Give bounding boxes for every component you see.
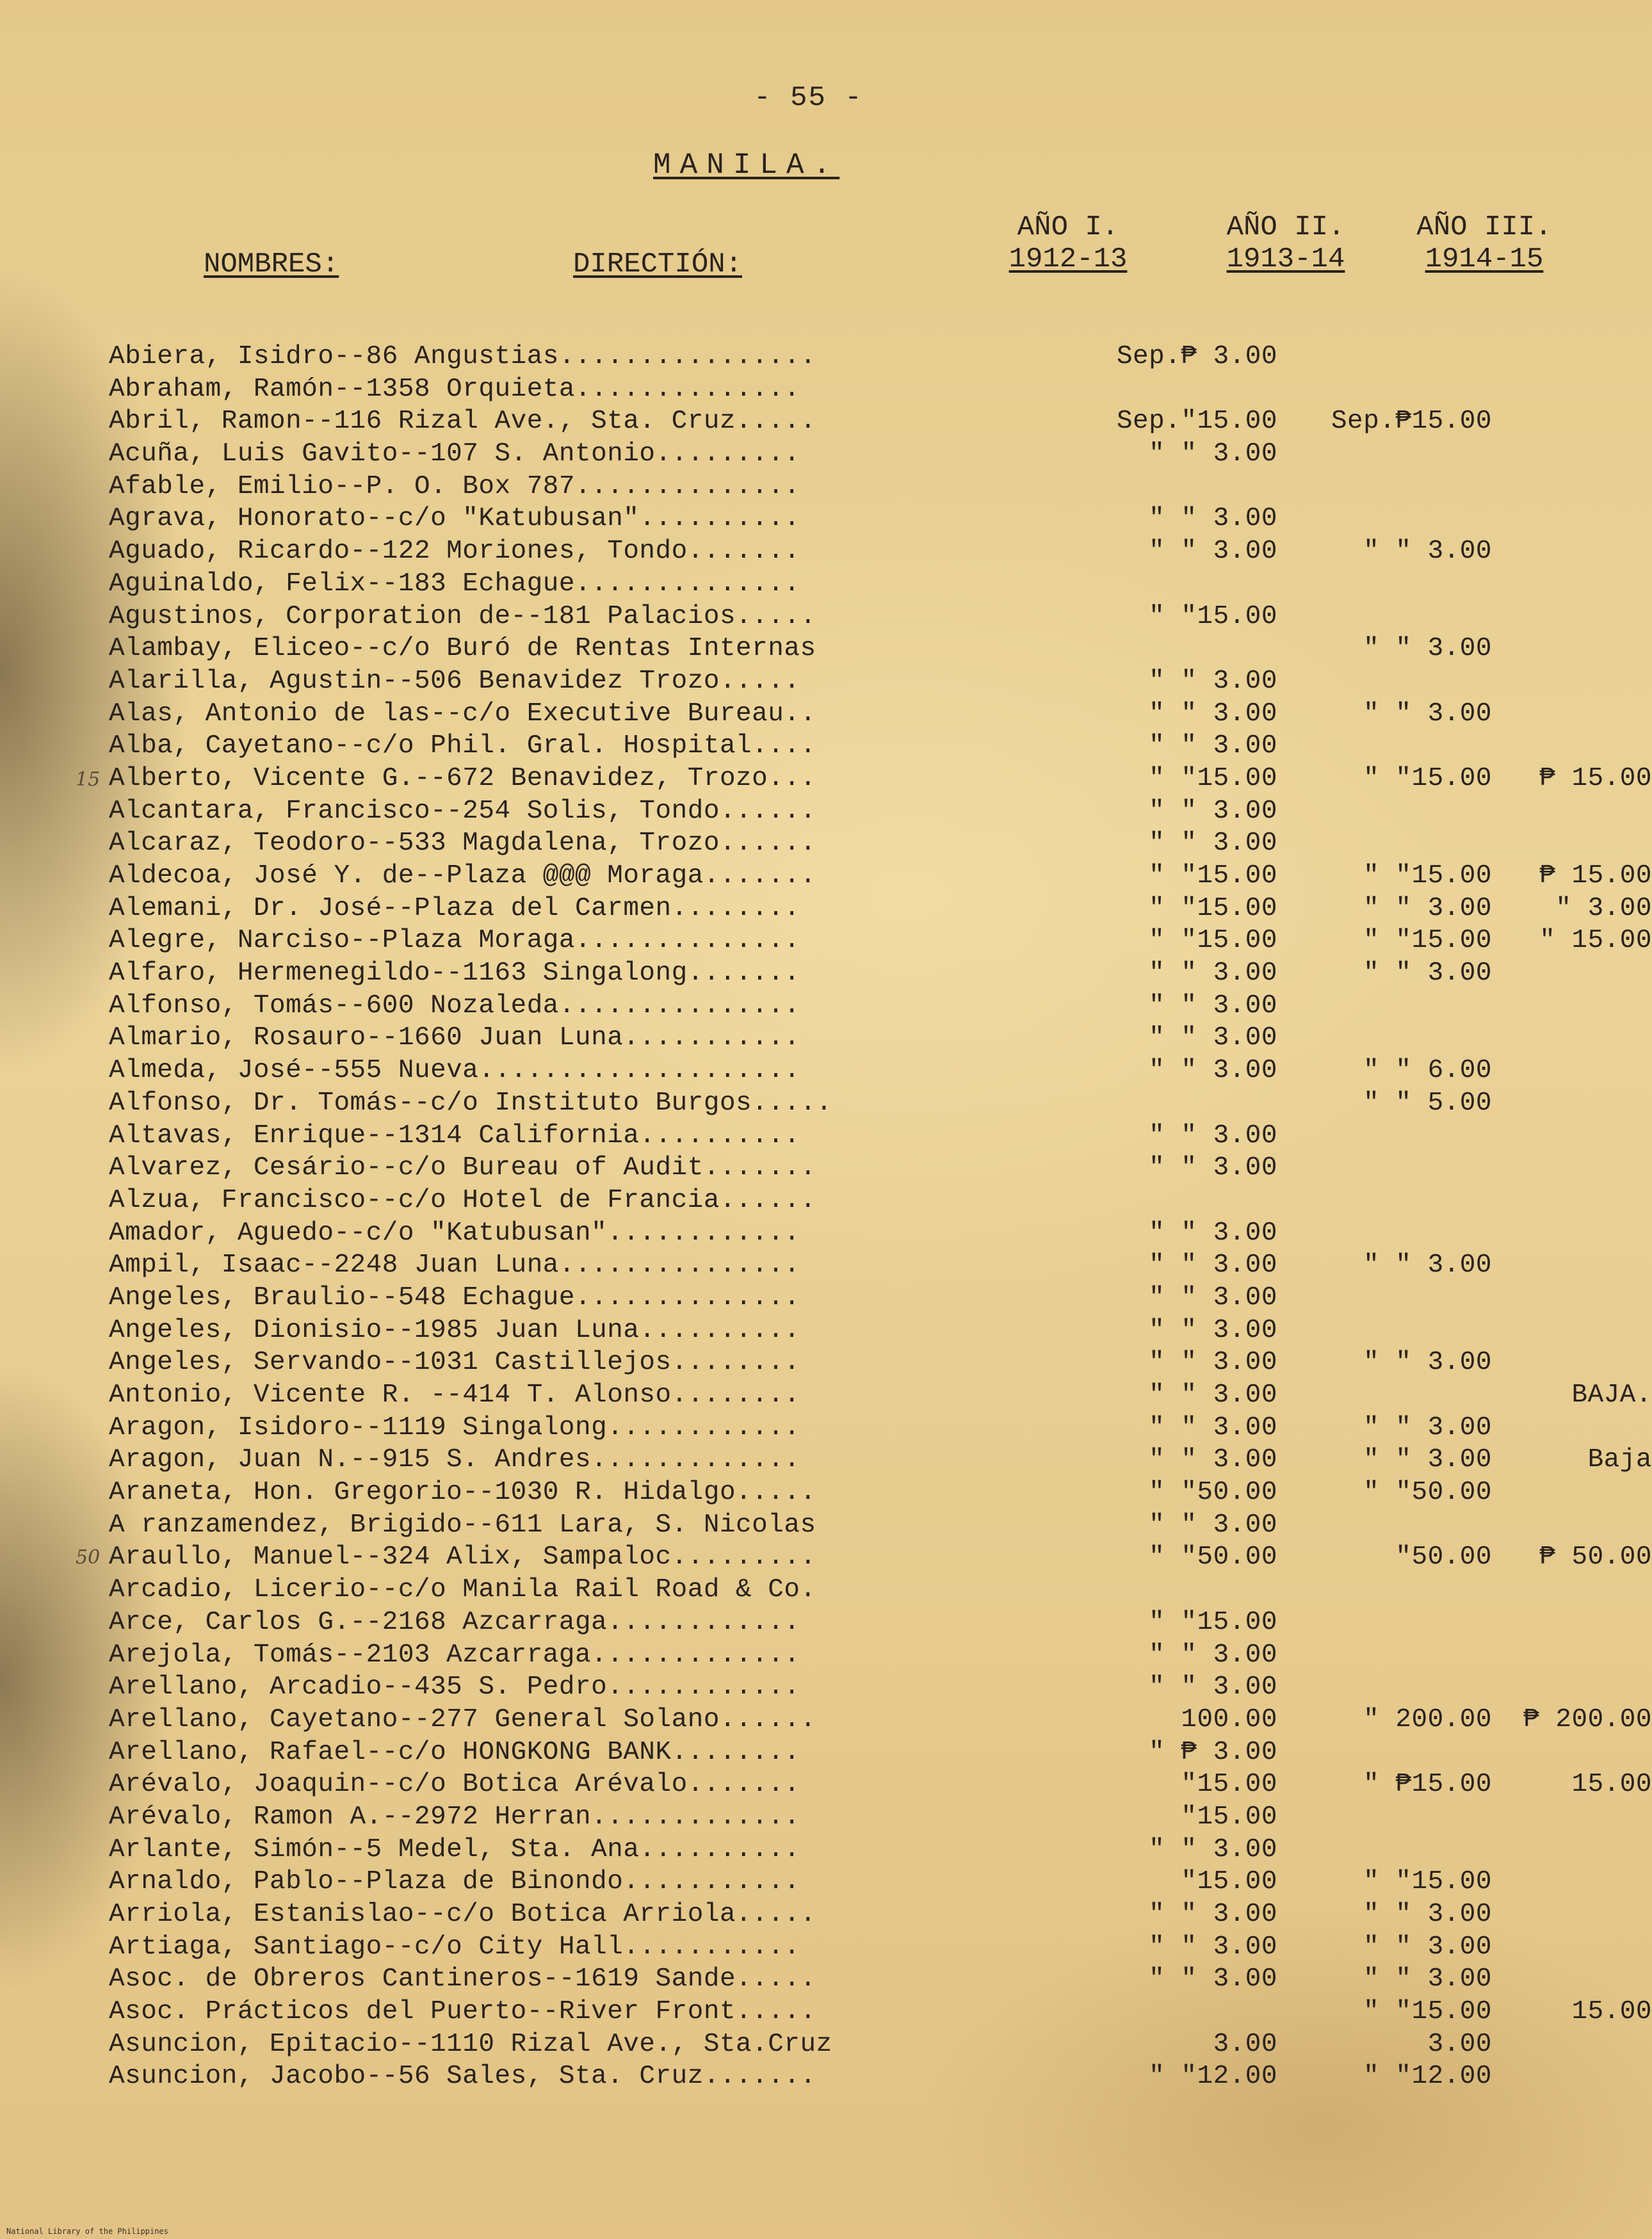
entry-text: Antonio, Vicente R. --414 T. Alonso........ [109,1380,800,1410]
amount-1914-15: 15.00 [1571,1770,1652,1800]
entry-text: Amador, Aguedo--c/o "Katubusan"............ [109,1218,800,1248]
list-item [109,568,1594,601]
amount-1912-13: " " 3.00 [1149,666,1277,696]
entry-text: Abiera, Isidro--86 Angustias................ [109,342,816,371]
list-item [109,1314,1594,1347]
amount-1912-13: " "15.00 [1149,1607,1277,1637]
list-item [109,1931,1594,1964]
amount-1913-14: " " 6.00 [1363,1056,1492,1086]
amount-1912-13: " "15.00 [1149,601,1277,631]
amount-1914-15: " 3.00 [1555,893,1652,923]
list-item [109,1184,1594,1217]
list-item [109,1282,1594,1314]
amount-1912-13: " " 3.00 [1149,1932,1277,1962]
amount-1914-15: ₱ 15.00 [1539,763,1652,793]
entry-text: Alegre, Narciso--Plaza Moraga.............. [109,926,800,956]
amount-1913-14: " " 3.00 [1363,1900,1492,1929]
amount-1913-14: " " 3.00 [1363,634,1492,664]
list-item [109,373,1594,406]
amount-1913-14: " "50.00 [1363,1478,1492,1508]
amount-1912-13: " " 3.00 [1149,796,1277,826]
amount-1912-13: " " 3.00 [1149,537,1277,567]
amount-1914-15: 15.00 [1571,1997,1652,2027]
amount-1912-13: " " 3.00 [1149,1640,1277,1670]
entry-text: Alas, Antonio de las--c/o Executive Bureau.. [109,699,816,729]
amount-1912-13: " " 3.00 [1149,504,1277,534]
entry-text: Arellano, Rafael--c/o HONGKONG BANK........ [109,1737,800,1767]
list-item [109,405,1594,438]
header-direccion: DIRECTIÓN: [573,248,743,280]
directory-list [109,341,1652,2093]
amount-1912-13: " " 3.00 [1149,1900,1277,1929]
entry-text: Almeda, José--555 Nueva.................... [109,1056,800,1086]
amount-1912-13: " " 3.00 [1149,1023,1277,1053]
entry-text: Arévalo, Ramon A.--2972 Herran............. [109,1802,800,1832]
list-item [109,860,1652,893]
entry-text: Arcadio, Licerio--c/o Manila Rail Road & Co. [109,1575,816,1605]
entry-text: Angeles, Dionisio--1985 Juan Luna.......... [109,1315,800,1345]
entry-text: Agrava, Honorato--c/o "Katubusan".......... [109,504,800,534]
page-number: - 55 - [754,82,863,114]
entry-text: Alfaro, Hermenegildo--1163 Singalong....... [109,958,800,989]
entry-text: Alba, Cayetano--c/o Phil. Gral. Hospital.... [109,731,816,761]
entry-text: Altavas, Enrique--1314 California.......... [109,1120,800,1151]
amount-1912-13: " " 3.00 [1149,1348,1277,1378]
list-item [109,438,1594,471]
amount-1913-14: " "15.00 [1363,1997,1492,2027]
list-item [109,341,1594,373]
amount-1914-15: BAJA. [1571,1380,1652,1410]
entry-text: Alberto, Vicente G.--672 Benavidez, Trozo... [109,763,816,793]
entry-text: Alambay, Eliceo--c/o Buró de Rentas Internas [109,634,816,664]
amount-1912-13: " " 3.00 [1149,731,1277,761]
amount-1912-13: "15.00 [1181,1770,1277,1800]
list-item [109,990,1594,1023]
list-item [109,1412,1594,1444]
list-item [109,1801,1594,1834]
amount-1912-13: " " 3.00 [1149,1153,1277,1183]
list-item [109,1866,1594,1898]
amount-1912-13: " "50.00 [1149,1478,1277,1508]
amount-1912-13: " "12.00 [1149,2062,1277,2092]
amount-1913-14: " " 3.00 [1363,1348,1492,1378]
amount-1913-14: " "12.00 [1363,2062,1492,2092]
amount-1912-13: " " 3.00 [1149,1380,1277,1410]
amount-1912-13: " " 3.00 [1149,1672,1277,1702]
amount-1913-14: " " 3.00 [1363,893,1492,923]
list-item [109,1898,1594,1931]
header-year-2-range: 1913-14 [1226,243,1345,275]
amount-1912-13: " " 3.00 [1149,1834,1277,1864]
margin-note-15: 15 [76,768,101,791]
amount-1912-13: " "15.00 [1149,861,1277,891]
list-item [109,1346,1594,1379]
list-item [109,1217,1594,1250]
amount-1912-13: 3.00 [1213,2029,1277,2059]
amount-1913-14: " "15.00 [1363,1867,1492,1897]
amount-1913-14: 3.00 [1427,2029,1492,2059]
entry-text: Alcantara, Francisco--254 Solis, Tondo...... [109,796,816,826]
amount-1912-13: " " 3.00 [1149,1218,1277,1248]
entry-text: Alcaraz, Teodoro--533 Magdalena, Trozo...... [109,829,816,859]
list-item [109,925,1652,957]
list-item [109,1768,1652,1801]
entry-text: Alfonso, Tomás--600 Nozaleda............... [109,990,800,1021]
list-item [109,1704,1652,1736]
list-item [109,763,1652,795]
list-item [109,1606,1594,1639]
header-year-3-label: AÑO III. [1416,211,1552,243]
entry-text: Arellano, Arcadio--435 S. Pedro............ [109,1672,800,1702]
header-year-3-range: 1914-15 [1425,243,1544,275]
header-nombres: NOMBRES: [204,248,339,280]
entry-text: Arlante, Simón--5 Medel, Sta. Ana.......... [109,1834,800,1864]
header-year-2 [1209,211,1363,275]
entry-text: Asoc. Prácticos del Puerto--River Front..... [109,1997,816,2027]
list-item [109,1152,1594,1184]
header-year-1-label: AÑO I. [1017,211,1119,243]
entry-text: Araullo, Manuel--324 Alix, Sampaloc......... [109,1542,816,1572]
amount-1912-13: Sep.₱ 3.00 [1116,342,1277,371]
amount-1913-14: " 200.00 [1363,1704,1492,1734]
list-item [109,698,1594,731]
amount-1913-14: " " 3.00 [1363,1932,1492,1962]
amount-1913-14: "50.00 [1395,1542,1492,1572]
entry-text: Alfonso, Dr. Tomás--c/o Instituto Burgos..... [109,1088,832,1118]
entry-text: Araneta, Hon. Gregorio--1030 R. Hidalgo..... [109,1478,816,1508]
entry-text: Ampil, Isaac--2248 Juan Luna............... [109,1250,800,1281]
margin-note-50: 50 [76,1546,101,1569]
entry-text: Asoc. de Obreros Cantineros--1619 Sande..... [109,1964,816,1994]
entry-text: Acuña, Luis Gavito--107 S. Antonio......... [109,439,800,469]
entry-text: Arce, Carlos G.--2168 Azcarraga............ [109,1607,800,1637]
amount-1912-13: " "15.00 [1149,893,1277,923]
list-item [109,633,1594,665]
amount-1912-13: " "15.00 [1149,763,1277,793]
list-item [109,1476,1594,1509]
footer-credit: National Library of the Philippines [6,2227,168,2236]
amount-1912-13: "15.00 [1181,1867,1277,1897]
header-year-2-label: AÑO II. [1226,211,1345,243]
amount-1913-14: " ₱15.00 [1363,1770,1492,1800]
amount-1913-14: " " 3.00 [1363,537,1492,567]
list-item [109,471,1594,503]
list-item [109,1379,1652,1412]
entry-text: Aragon, Juan N.--915 S. Andres............. [109,1445,800,1475]
entry-text: Alzua, Francisco--c/o Hotel de Francia...... [109,1185,816,1215]
amount-1914-15: Baja [1587,1445,1652,1475]
amount-1912-13: " " 3.00 [1149,1412,1277,1443]
amount-1912-13: " " 3.00 [1149,1315,1277,1345]
amount-1913-14: " " 5.00 [1363,1088,1492,1118]
entry-text: Arejola, Tomás--2103 Azcarraga............. [109,1640,800,1670]
list-item [109,1055,1594,1087]
amount-1912-13: " "15.00 [1149,926,1277,956]
entry-text: Artiaga, Santiago--c/o City Hall........... [109,1932,800,1962]
entry-text: Agustinos, Corporation de--181 Palacios..... [109,601,816,631]
amount-1912-13: " " 3.00 [1149,1445,1277,1475]
list-item [109,1509,1594,1542]
entry-text: A ranzamendez, Brigido--611 Lara, S. Nicolas [109,1510,816,1540]
page-title: MANILA. [653,149,840,182]
amount-1914-15: ₱ 50.00 [1539,1542,1652,1572]
entry-text: Angeles, Servando--1031 Castillejos........ [109,1348,800,1378]
header-year-1 [991,211,1145,275]
amount-1912-13: " " 3.00 [1149,1056,1277,1086]
amount-1913-14: " " 3.00 [1363,1445,1492,1475]
list-item [109,1736,1594,1769]
amount-1913-14: " "15.00 [1363,861,1492,891]
amount-1912-13: Sep."15.00 [1116,407,1277,437]
header-year-3 [1401,211,1567,275]
entry-text: Alemani, Dr. José--Plaza del Carmen........ [109,893,800,923]
entry-text: Arévalo, Joaquin--c/o Botica Arévalo....... [109,1770,800,1800]
entry-text: Almario, Rosauro--1660 Juan Luna........... [109,1023,800,1053]
list-item [109,893,1652,925]
amount-1912-13: " " 3.00 [1149,990,1277,1021]
list-item [109,1671,1594,1704]
list-item [109,1574,1594,1606]
entry-text: Afable, Emilio--P. O. Box 787.............. [109,471,800,501]
list-item [109,730,1594,763]
amount-1912-13: "15.00 [1181,1802,1277,1832]
amount-1912-13: " " 3.00 [1149,439,1277,469]
entry-text: Aldecoa, José Y. de--Plaza @@@ Moraga....... [109,861,816,891]
entry-text: Alvarez, Cesário--c/o Bureau of Audit....... [109,1153,816,1183]
list-item [109,1963,1594,1996]
amount-1913-14: " "15.00 [1363,763,1492,793]
list-item [109,1249,1594,1282]
entry-text: Aguinaldo, Felix--183 Echague.............. [109,569,800,599]
entry-text: Abril, Ramon--116 Rizal Ave., Sta. Cruz..... [109,407,816,437]
list-item [109,1834,1594,1866]
list-item [109,601,1594,633]
list-item [109,1087,1594,1120]
entry-text: Arriola, Estanislao--c/o Botica Arriola..... [109,1900,816,1929]
list-item [109,2060,1594,2093]
amount-1913-14: Sep.₱15.00 [1331,407,1492,437]
amount-1912-13: " " 3.00 [1149,958,1277,989]
list-item [109,827,1594,860]
amount-1912-13: " " 3.00 [1149,699,1277,729]
entry-text: Alarilla, Agustin--506 Benavidez Trozo..... [109,666,800,696]
list-item [109,795,1594,828]
header-year-1-range: 1912-13 [1008,243,1128,275]
amount-1912-13: " " 3.00 [1149,1250,1277,1281]
list-item [109,1996,1652,2028]
list-item [109,1541,1652,1574]
list-item [109,503,1594,535]
amount-1913-14: " " 3.00 [1363,958,1492,989]
amount-1912-13: " " 3.00 [1149,1510,1277,1540]
list-item [109,2028,1594,2061]
entry-text: Aragon, Isidoro--1119 Singalong............ [109,1412,800,1443]
entry-text: Abraham, Ramón--1358 Orquieta.............. [109,374,800,404]
list-item [109,957,1594,990]
amount-1912-13: " " 3.00 [1149,829,1277,859]
amount-1912-13: " ₱ 3.00 [1149,1737,1277,1767]
entry-text: Angeles, Braulio--548 Echague.............. [109,1282,800,1313]
entry-text: Asuncion, Epitacio--1110 Rizal Ave., Sta.Cruz [109,2029,832,2059]
amount-1913-14: " " 3.00 [1363,699,1492,729]
amount-1914-15: ₱ 15.00 [1539,861,1652,891]
entry-text: Aguado, Ricardo--122 Moriones, Tondo....... [109,537,800,567]
amount-1912-13: " " 3.00 [1149,1964,1277,1994]
list-item [109,1444,1652,1476]
list-item [109,1022,1594,1055]
amount-1912-13: 100.00 [1181,1704,1277,1734]
amount-1912-13: " " 3.00 [1149,1120,1277,1151]
amount-1914-15: " 15.00 [1539,926,1652,956]
amount-1913-14: " " 3.00 [1363,1412,1492,1443]
list-item [109,1120,1594,1152]
entry-text: Arnaldo, Pablo--Plaza de Binondo........... [109,1867,800,1897]
amount-1913-14: " " 3.00 [1363,1964,1492,1994]
list-item [109,535,1594,568]
amount-1912-13: " " 3.00 [1149,1282,1277,1313]
entry-text: Asuncion, Jacobo--56 Sales, Sta. Cruz....... [109,2062,816,2092]
amount-1914-15: ₱ 200.00 [1523,1704,1652,1734]
amount-1912-13: " "50.00 [1149,1542,1277,1572]
entry-text: Arellano, Cayetano--277 General Solano...... [109,1704,816,1734]
list-item [109,1639,1594,1672]
list-item [109,665,1594,698]
amount-1913-14: " " 3.00 [1363,1250,1492,1281]
amount-1913-14: " "15.00 [1363,926,1492,956]
